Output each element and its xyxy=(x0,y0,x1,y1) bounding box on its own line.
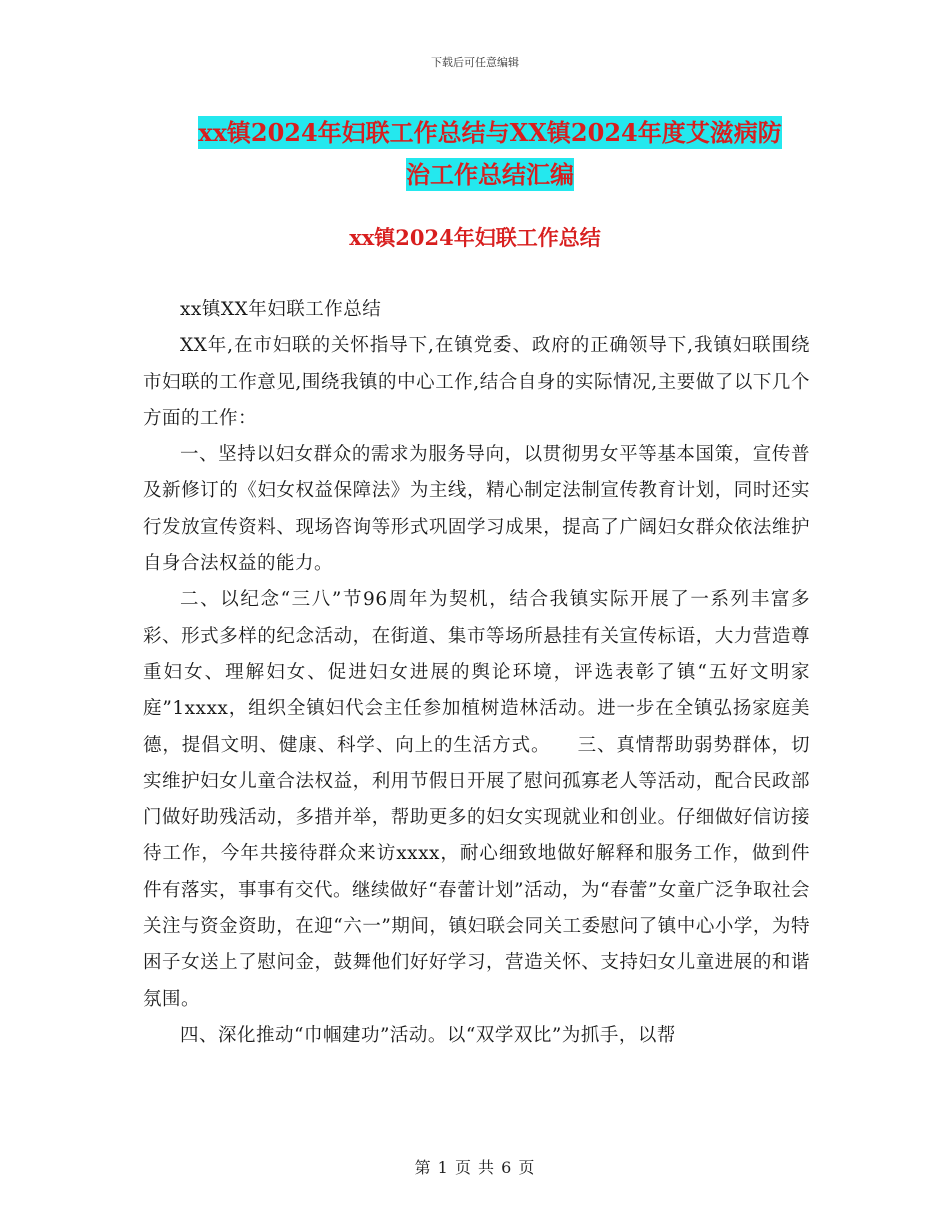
section-title: xx镇2024年妇联工作总结 xyxy=(349,225,601,250)
body-paragraph: 一、坚持以妇女群众的需求为服务导向，以贯彻男女平等基本国策，宣传普及新修订的《妇女权益保障法》为主线，精心制定法制宣传教育计划，同时还实行发放宣传资料、现场咨询等形式巩固学习成果，提高了广阔妇女群众依法维护自身合法权益的能力。 xyxy=(143,444,810,575)
body-paragraph: 四、深化推动“巾帼建功”活动。以“双学双比”为抓手，以帮 xyxy=(180,1024,676,1046)
document-body xyxy=(143,292,810,1054)
body-paragraph: 二、以纪念“三八”节96周年为契机，结合我镇实际开展了一系列丰富多彩、形式多样的纪念活动，在街道、集市等场所悬挂有关宣传标语，大力营造尊重妇女、理解妇女、促进妇女进展的舆论环境，评选表彰了镇“五好文明家庭”1xxxx，组织全镇妇代会主任参加植树造林活动。进一步在全镇弘扬家庭美德，提倡文明、健康、科学、向上的生活方式。 三、真情帮助弱势群体，切实维护妇女儿童合法权益，利用节假日开展了慰问孤寡老人等活动，配合民政部门做好助残活动，多措并举，帮助更多的妇女实现就业和创业。仔细做好信访接待工作，今年共接待群众来访xxxx，耐心细致地做好解释和服务工作，做到件件有落实，事事有交代。继续做好“春蕾计划”活动，为“春蕾”女童广泛争取社会关注与资金资助，在迎“六一”期间，镇妇联会同关工委慰问了镇中心小学，为特困子女送上了慰问金，鼓舞他们好好学习，营造关怀、支持妇女儿童进展的和谐氛围。 xyxy=(143,589,810,1010)
document-title-line-2: 治工作总结汇编 xyxy=(406,160,574,189)
document-title-line-1: xx镇2024年妇联工作总结与XX镇2024年度艾滋病防 xyxy=(198,118,782,147)
body-paragraph: xx镇XX年妇联工作总结 xyxy=(180,299,382,320)
document-title xyxy=(140,112,840,196)
page-footer: 第 1 页 共 6 页 xyxy=(414,1158,536,1177)
page-header-note: 下载后可任意编辑 xyxy=(431,56,519,69)
body-paragraph: XX年,在市妇联的关怀指导下,在镇党委、政府的正确领导下,我镇妇联围绕市妇联的工作意见,围绕我镇的中心工作,结合自身的实际情况,主要做了以下几个方面的工作： xyxy=(143,335,810,429)
